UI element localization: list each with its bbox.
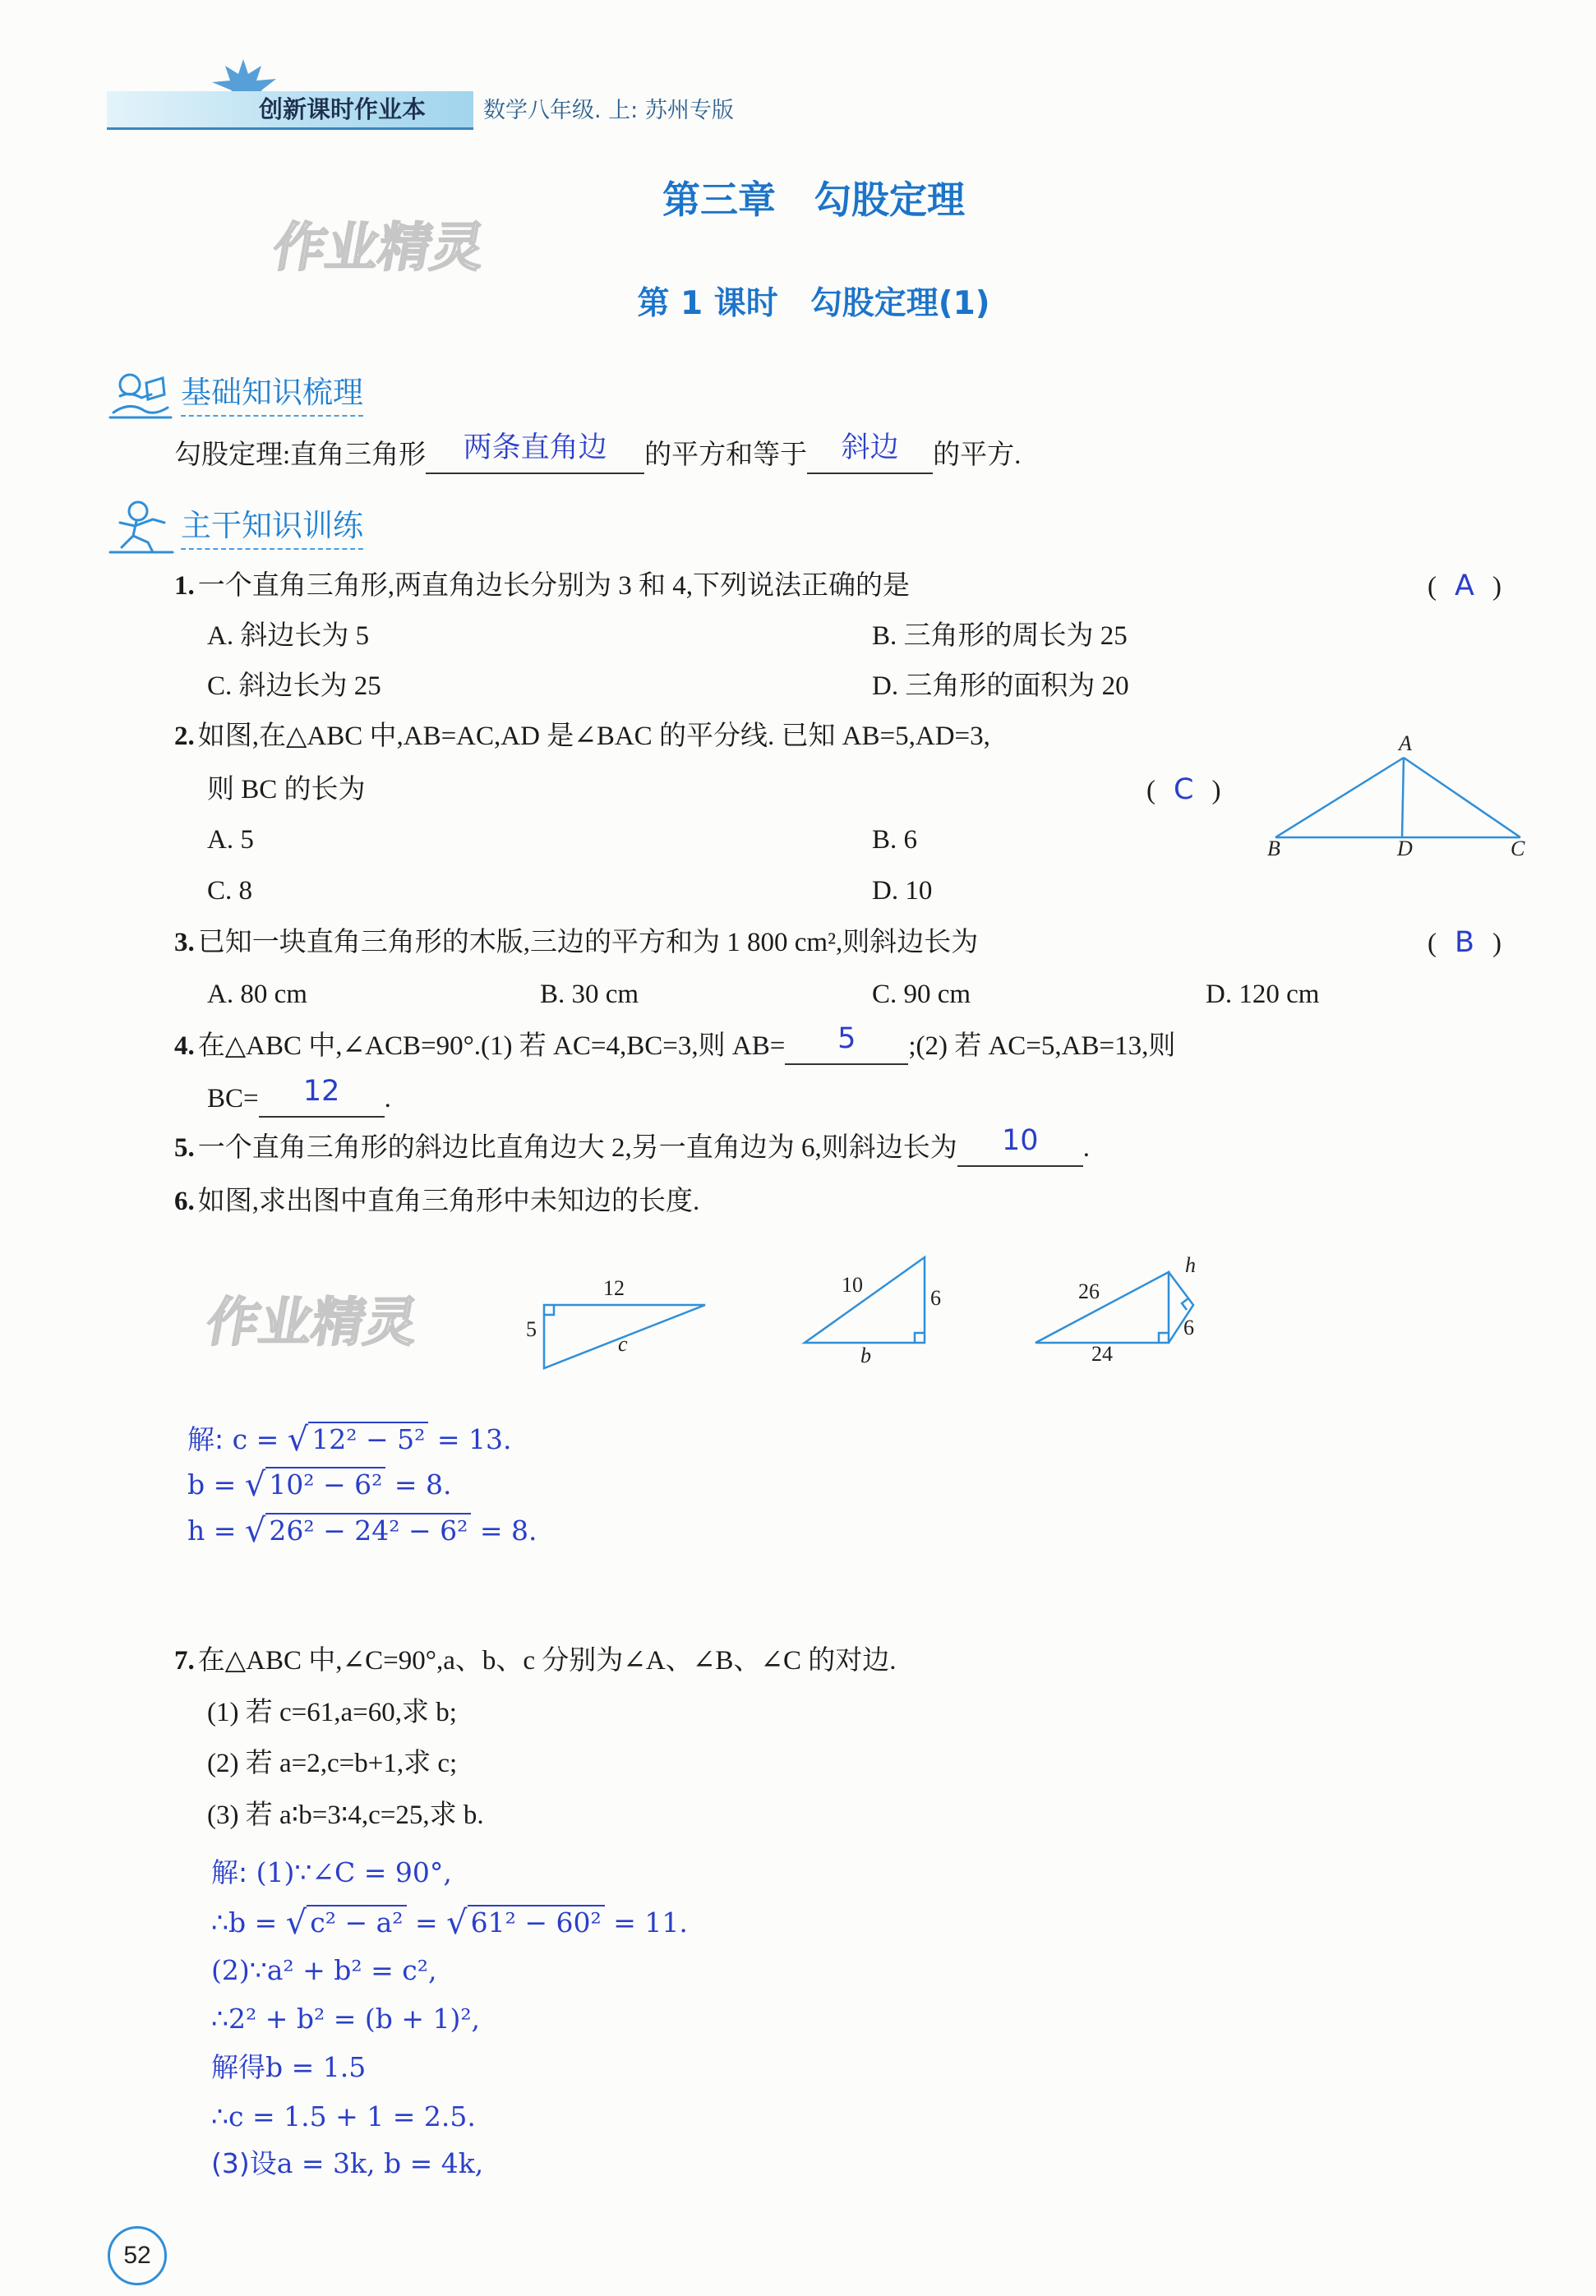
basic-text-after: 的平方. [933,440,1022,470]
answer-bracket [1428,918,1501,968]
question-text: 如图,在△ABC 中,AB=AC,AD 是∠BAC 的平分线. 已知 AB=5,AD=3, [197,722,990,751]
question-text: ;(2) 若 AC=5,AB=13,则 [908,1031,1176,1061]
solution-line [187,1413,511,1463]
radical-sign: √ [244,1466,266,1504]
isosceles-triangle-figure [1257,723,1537,863]
figure-2-label-bottom: b [860,1344,871,1367]
bracket-open: ( [1428,572,1437,602]
option-b: B. 6 [872,825,918,855]
radical-sign: √ [446,1904,468,1942]
question-7-stem [174,1636,897,1685]
radicand: 61² − 60² [468,1905,605,1939]
answer-blank [259,1075,385,1118]
mascot-reading-icon [105,367,176,424]
vertex-label-c: C [1511,837,1525,860]
figure-3-label-hypotenuse: 26 [1078,1279,1100,1303]
solution-line: ∴2² + b² = (b + 1)², [211,2003,481,2035]
solution-line [211,1897,688,1946]
header-banner [107,91,473,130]
option-d: D. 120 cm [1206,980,1320,1009]
equation-lhs: ∴b = [211,1906,278,1939]
question-2-stem-line2: 则 BC 的长为 [207,775,366,805]
option-d: D. 三角形的面积为 20 [872,671,1129,701]
banner-title: 创新课时作业本 [259,95,427,123]
radicand: 26² − 24² − 6² [265,1513,471,1547]
basic-text-before: 勾股定理:直角三角形 [174,440,427,470]
option-b: B. 30 cm [540,980,639,1009]
bracket-close: ) [1492,572,1501,602]
solution-line [187,1459,451,1508]
triangle-2 [805,1257,925,1343]
radical-sign: √ [287,1421,309,1459]
question-5-stem [174,1123,1090,1173]
bracket-open: ( [1146,776,1155,805]
solution-line [187,1505,537,1554]
radicand: 10² − 6² [265,1467,385,1501]
vertex-label-b: B [1267,837,1280,860]
solution-prefix: (3)设 [211,2147,277,2179]
right-angle-marker [1159,1333,1169,1343]
right-angle-marker [544,1305,554,1315]
figure-3-label-bottom: 24 [1091,1342,1113,1366]
answer-bracket [1146,765,1220,815]
figure-1-label-top: 12 [603,1276,625,1300]
option-b: B. 三角形的周长为 25 [872,621,1128,651]
option-a: A. 斜边长为 5 [207,621,370,651]
chapter-title: 第三章 勾股定理 [662,178,965,222]
question-number: 6. [174,1187,195,1216]
question-text: 在△ABC 中,∠C=90°,a、b、c 分别为∠A、∠B、∠C 的对边. [197,1646,897,1676]
square-root [245,1505,471,1556]
question-text: 一个直角三角形,两直角边长分别为 3 和 4,下列说法正确的是 [197,571,910,601]
radical-sign: √ [285,1904,307,1942]
solution-line [211,2139,483,2188]
equation-lhs: c = [232,1423,279,1455]
equals-sign: = [415,1906,438,1939]
question-7-part-1: (1) 若 c=61,a=60,求 b; [207,1698,457,1727]
square-root [245,1459,386,1510]
answer-blank [807,431,933,474]
question-text: 在△ABC 中,∠ACB=90°.(1) 若 AC=4,BC=3,则 AB= [197,1031,786,1061]
answer-bracket [1428,561,1501,611]
equation-lhs: h = [187,1515,237,1547]
answer-blank [785,1022,908,1065]
radical-sign: √ [244,1512,266,1550]
bracket-close: ) [1211,776,1221,805]
handwritten-answer: C [1174,773,1194,806]
radicand: c² − a² [307,1905,406,1939]
basic-knowledge-line [174,431,1021,480]
solution-prefix: 解: [187,1423,224,1455]
solution-text: a = 3k, b = 4k, [276,2147,484,2179]
watermark: 作业精灵 [268,218,490,279]
bracket-open: ( [1428,929,1437,958]
question-number: 1. [174,571,195,601]
figure-3-label-small-bottom: 6 [1183,1316,1194,1339]
square-root [286,1897,407,1948]
solution-line [211,1848,452,1897]
question-1-stem [174,561,910,611]
segment-ad [1402,758,1404,837]
basic-text-middle: 的平方和等于 [644,440,808,470]
right-angle-marker [1182,1298,1188,1310]
answer-blank [957,1124,1083,1167]
question-text: 已知一块直角三角形的木版,三边的平方和为 1 800 cm²,则斜边长为 [197,928,979,957]
figure-2-label-hypotenuse: 10 [842,1273,863,1297]
side-ac [1404,758,1520,837]
square-root [288,1413,429,1464]
question-text: 如图,求出图中直角三角形中未知边的长度. [197,1187,700,1216]
question-7-part-3: (3) 若 a∶b=3∶4,c=25,求 b. [207,1800,484,1830]
question-4-stem [174,1021,1175,1071]
question-text: BC= [207,1084,259,1113]
option-c: C. 8 [207,876,253,906]
lesson-title: 第 1 课时 勾股定理(1) [637,285,990,322]
radicand: 12² − 5² [308,1422,428,1456]
solution-line: ∴c = 1.5 + 1 = 2.5. [211,2100,476,2132]
handwritten-answer: 12 [302,1075,340,1108]
book-title: 数学八年级. 上: 苏州专版 [483,98,734,123]
vertex-label-a: A [1399,731,1412,755]
handwritten-answer: B [1455,926,1475,959]
handwritten-answer: 10 [1001,1124,1039,1157]
solution-line: (2)∵a² + b² = c², [211,1954,437,1986]
question-number: 7. [174,1646,195,1676]
solution-text: (1)∵∠C = 90°, [247,1856,452,1888]
question-text: . [384,1084,391,1113]
question-text: . [1082,1133,1090,1163]
option-d: D. 10 [872,876,933,906]
option-c: C. 90 cm [872,980,971,1009]
question-number: 3. [174,928,195,957]
triangle-3-large [1036,1272,1169,1343]
option-a: A. 5 [207,825,254,855]
figure-2-label-right: 6 [930,1286,941,1310]
right-angle-marker [915,1333,925,1343]
solution-prefix: 解得 [211,2051,265,2083]
square-root [446,1897,605,1948]
question-3-stem [174,918,978,967]
figure-1-label-hypotenuse: c [618,1332,628,1356]
answer-blank [426,431,644,474]
figure-3-label-h: h [1185,1253,1196,1277]
equation-rhs: = 13. [436,1423,512,1455]
bracket-close: ) [1492,929,1502,958]
equation-rhs: = 11. [613,1906,688,1939]
question-4-line2 [207,1074,391,1123]
vertex-label-d: D [1397,837,1413,860]
handwritten-answer: 斜边 [841,431,899,464]
watermark: 作业精灵 [201,1293,423,1353]
question-text: 一个直角三角形的斜边比直角边大 2,另一直角边为 6,则斜边长为 [197,1133,957,1163]
right-triangles-figure [493,1249,1233,1389]
question-number: 2. [174,722,195,751]
question-number: 4. [174,1031,195,1061]
equation-lhs: b = [187,1468,237,1501]
handwritten-answer: 5 [837,1022,856,1055]
side-ab [1275,758,1404,837]
equation-rhs: = 8. [394,1468,452,1501]
handwritten-answer: A [1455,569,1474,602]
section-heading-basic: 基础知识梳理 [181,372,363,417]
option-c: C. 斜边长为 25 [207,671,381,701]
question-number: 5. [174,1133,195,1163]
solution-prefix: 解: [211,1856,248,1888]
equation-rhs: = 8. [479,1515,537,1547]
handwritten-answer: 两条直角边 [463,431,607,464]
question-2-stem [174,712,990,761]
question-6-stem [174,1177,699,1226]
page-number: 52 [108,2226,167,2285]
figure-1-label-left: 5 [526,1317,537,1341]
section-heading-main: 主干知识训练 [181,505,363,550]
solution-text: b = 1.5 [265,2051,367,2083]
question-7-part-2: (2) 若 a=2,c=b+1,求 c; [207,1749,458,1778]
mascot-running-icon [105,498,176,556]
solution-line [211,2043,366,2092]
option-a: A. 80 cm [207,980,307,1009]
